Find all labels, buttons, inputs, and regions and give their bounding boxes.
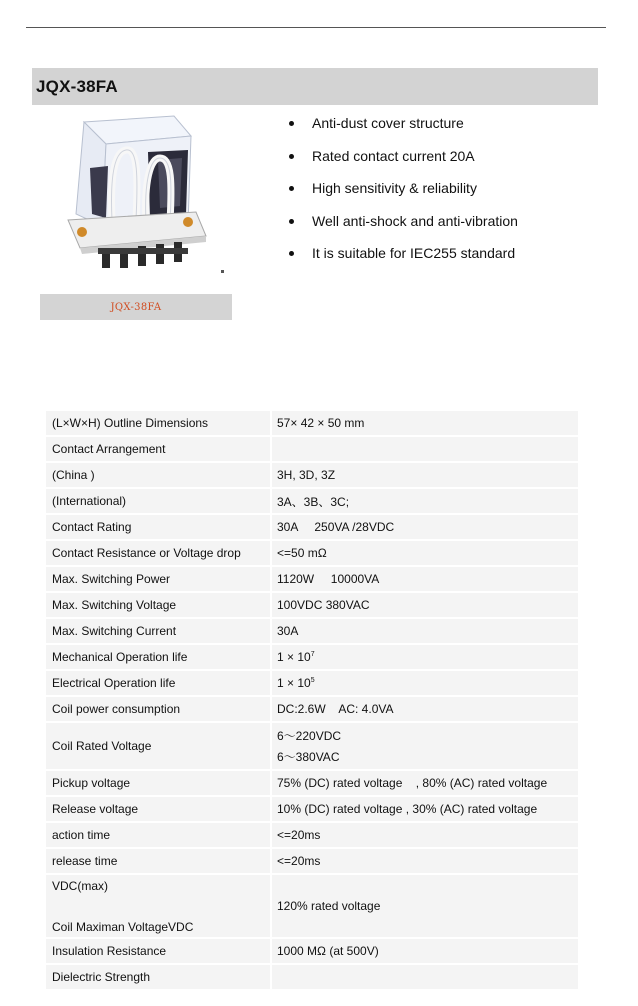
feature-item: Well anti-shock and anti-vibration <box>285 211 518 244</box>
spec-label: Mechanical Operation life <box>46 645 270 669</box>
spec-value: 1120W 10000VA <box>272 567 578 591</box>
spec-label: release time <box>46 849 270 873</box>
spec-row <box>46 797 578 821</box>
spec-label: Contact Rating <box>46 515 270 539</box>
spec-value <box>272 645 578 669</box>
spec-value: <=20ms <box>272 823 578 847</box>
spec-label: Max. Switching Voltage <box>46 593 270 617</box>
spec-value-base: 1 × 10 <box>277 676 311 690</box>
spec-label: Coil Rated Voltage <box>46 723 270 769</box>
spec-row <box>46 645 578 669</box>
relay-photo <box>46 108 232 280</box>
spec-value: 120% rated voltage <box>272 875 578 937</box>
spec-row <box>46 965 578 989</box>
spec-value-base: 1 × 10 <box>277 650 311 664</box>
spec-label: Electrical Operation life <box>46 671 270 695</box>
spec-value-ac: 6～380VAC <box>277 750 340 764</box>
image-caption <box>40 294 232 320</box>
spec-label: Insulation Resistance <box>46 939 270 963</box>
spec-row <box>46 593 578 617</box>
spec-value-exponent: 5 <box>310 677 315 684</box>
spec-row <box>46 875 578 937</box>
spec-label: (China ) <box>46 463 270 487</box>
spec-value <box>272 437 578 461</box>
product-title: JQX-38FA <box>36 76 118 96</box>
spec-row <box>46 671 578 695</box>
spec-value: 3H, 3D, 3Z <box>272 463 578 487</box>
spec-value: 57× 42 × 50 mm <box>272 411 578 435</box>
spec-label: Contact Arrangement <box>46 437 270 461</box>
spec-label: Coil power consumption <box>46 697 270 721</box>
spec-value: 100VDC 380VAC <box>272 593 578 617</box>
spec-label-bottom: Coil Maximan VoltageVDC <box>52 920 194 934</box>
spec-label <box>46 875 270 937</box>
spec-value-exponent: 7 <box>310 651 315 658</box>
spec-value <box>272 671 578 695</box>
spec-label: Max. Switching Power <box>46 567 270 591</box>
spec-row <box>46 541 578 565</box>
spec-label: action time <box>46 823 270 847</box>
spec-value: <=20ms <box>272 849 578 873</box>
spec-label: (L×W×H) Outline Dimensions <box>46 411 270 435</box>
spec-row <box>46 697 578 721</box>
spec-row <box>46 411 578 435</box>
spec-row <box>46 515 578 539</box>
spec-label: (International) <box>46 489 270 513</box>
spec-label: Max. Switching Current <box>46 619 270 643</box>
spec-row <box>46 437 578 461</box>
spec-label: Release voltage <box>46 797 270 821</box>
spec-label: Pickup voltage <box>46 771 270 795</box>
image-caption-text: JQX-38FA <box>110 301 162 313</box>
spec-row <box>46 463 578 487</box>
top-divider <box>26 27 606 28</box>
spec-label: Contact Resistance or Voltage drop <box>46 541 270 565</box>
spec-value: 10% (DC) rated voltage , 30% (AC) rated voltage <box>272 797 578 821</box>
spec-value: 30A 250VA /28VDC <box>272 515 578 539</box>
spec-value: DC:2.6W AC: 4.0VA <box>272 697 578 721</box>
spec-row <box>46 489 578 513</box>
spec-row <box>46 939 578 963</box>
feature-list <box>285 113 518 276</box>
feature-item: High sensitivity & reliability <box>285 178 518 211</box>
spec-value-dc: 6～220VDC <box>277 729 342 743</box>
spec-row <box>46 823 578 847</box>
spec-row <box>46 567 578 591</box>
spec-value <box>272 965 578 989</box>
feature-item: Anti-dust cover structure <box>285 113 518 146</box>
spec-table <box>46 409 578 991</box>
spec-label-top: VDC(max) <box>52 879 108 893</box>
spec-row <box>46 771 578 795</box>
spec-value: 30A <box>272 619 578 643</box>
spec-value: <=50 mΩ <box>272 541 578 565</box>
feature-item: It is suitable for IEC255 standard <box>285 243 518 276</box>
spec-value: 75% (DC) rated voltage , 80% (AC) rated voltage <box>272 771 578 795</box>
spec-value: 3A、3B、3C; <box>272 489 578 513</box>
feature-item: Rated contact current 20A <box>285 146 518 179</box>
spec-label: Dielectric Strength <box>46 965 270 989</box>
title-bar <box>32 68 598 105</box>
spec-row <box>46 723 578 769</box>
spec-row <box>46 619 578 643</box>
stray-dot <box>221 270 224 273</box>
spec-row <box>46 849 578 873</box>
spec-value: 1000 MΩ (at 500V) <box>272 939 578 963</box>
spec-value <box>272 723 578 769</box>
